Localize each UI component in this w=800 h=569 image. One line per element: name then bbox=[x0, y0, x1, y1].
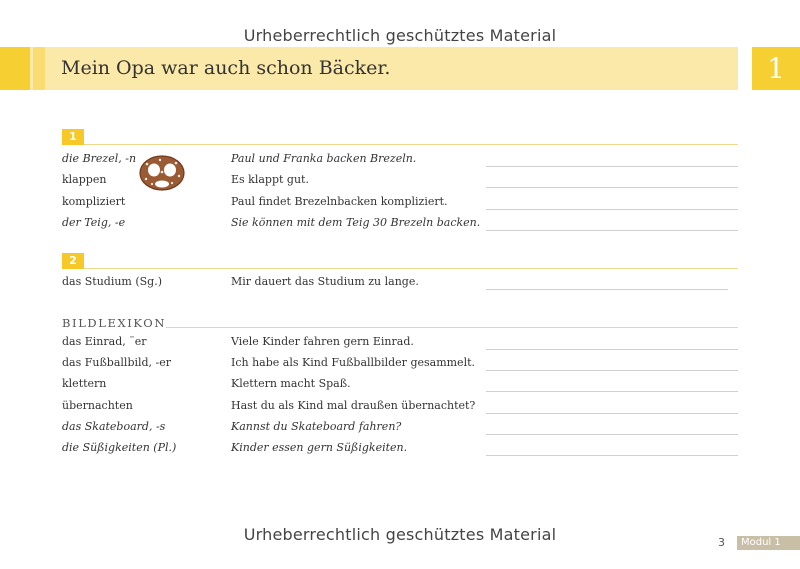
vocab-example: Klettern macht Spaß. bbox=[231, 377, 351, 390]
watermark-top: Urheberrechtlich geschütztes Material bbox=[243, 26, 557, 45]
vocab-word: klettern bbox=[62, 377, 107, 390]
section-2-badge: 2 bbox=[62, 253, 84, 269]
translation-line[interactable] bbox=[486, 391, 738, 392]
translation-line[interactable] bbox=[486, 455, 738, 456]
vocab-row bbox=[0, 420, 800, 441]
section-2-rule bbox=[84, 268, 738, 269]
vocab-word: die Brezel, -n bbox=[62, 152, 137, 165]
translation-line[interactable] bbox=[486, 187, 738, 188]
vocab-row bbox=[0, 173, 800, 194]
translation-line[interactable] bbox=[486, 370, 738, 371]
vocab-example: Mir dauert das Studium zu lange. bbox=[231, 275, 419, 288]
section-1-badge: 1 bbox=[62, 129, 84, 145]
vocab-row bbox=[0, 377, 800, 398]
translation-line[interactable] bbox=[486, 349, 738, 350]
pretzel-icon bbox=[138, 150, 186, 192]
vocab-word: das Fußballbild, -er bbox=[62, 356, 172, 369]
vocab-example: Kannst du Skateboard fahren? bbox=[231, 420, 402, 433]
chapter-number: 1 bbox=[752, 47, 800, 90]
vocab-example: Sie können mit dem Teig 30 Brezeln backen. bbox=[231, 216, 481, 229]
vocab-word: das Skateboard, -s bbox=[62, 420, 166, 433]
vocab-row bbox=[0, 152, 800, 173]
vocab-word: übernachten bbox=[62, 399, 133, 412]
translation-line[interactable] bbox=[486, 230, 738, 231]
translation-line[interactable] bbox=[486, 166, 738, 167]
page-number: 3 bbox=[718, 536, 725, 549]
bildlexikon-label: BILDLEXIKON bbox=[62, 316, 166, 330]
vocab-word: kompliziert bbox=[62, 195, 126, 208]
vocab-example: Paul und Franka backen Brezeln. bbox=[231, 152, 417, 165]
translation-line[interactable] bbox=[486, 209, 738, 210]
vocab-example: Ich habe als Kind Fußballbilder gesammelt. bbox=[231, 356, 475, 369]
vocab-word: die Süßigkeiten (Pl.) bbox=[62, 441, 177, 454]
vocab-example: Paul findet Brezelnbacken kompliziert. bbox=[231, 195, 448, 208]
module-tag: Modul 1 bbox=[737, 536, 800, 550]
translation-line[interactable] bbox=[486, 289, 728, 290]
vocab-word: das Studium (Sg.) bbox=[62, 275, 163, 288]
vocab-word: klappen bbox=[62, 173, 107, 186]
vocab-row bbox=[0, 356, 800, 377]
header-accent bbox=[0, 47, 30, 90]
header-stripe bbox=[33, 47, 45, 90]
watermark-bottom: Urheberrechtlich geschütztes Material bbox=[243, 525, 557, 544]
translation-line[interactable] bbox=[486, 434, 738, 435]
translation-line[interactable] bbox=[486, 413, 738, 414]
bildlexikon-rule bbox=[166, 327, 738, 328]
vocab-row bbox=[0, 335, 800, 356]
vocab-word: das Einrad, ¨er bbox=[62, 335, 147, 348]
vocab-example: Kinder essen gern Süßigkeiten. bbox=[231, 441, 408, 454]
page-title: Mein Opa war auch schon Bäcker. bbox=[61, 57, 391, 79]
vocab-row bbox=[0, 216, 800, 237]
vocab-example: Es klappt gut. bbox=[231, 173, 309, 186]
vocab-row bbox=[0, 441, 800, 462]
vocab-row bbox=[0, 195, 800, 216]
section-1-rule bbox=[84, 144, 738, 145]
vocab-example: Viele Kinder fahren gern Einrad. bbox=[231, 335, 414, 348]
vocab-example: Hast du als Kind mal draußen übernachtet? bbox=[231, 399, 476, 412]
vocab-row bbox=[0, 399, 800, 420]
vocab-row bbox=[0, 275, 800, 296]
vocab-word: der Teig, -e bbox=[62, 216, 126, 229]
